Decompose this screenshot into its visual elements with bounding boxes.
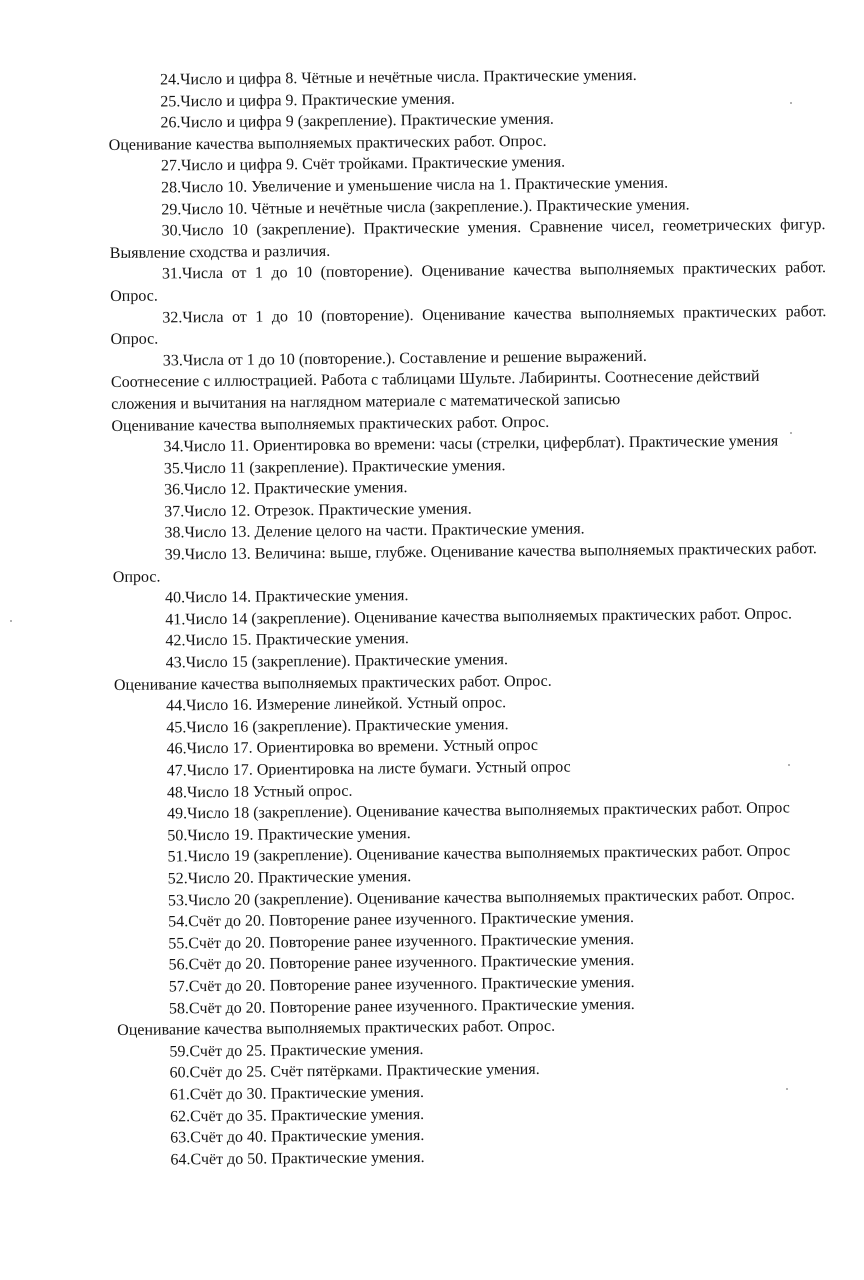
list-item: 42.Число 15. Практические умения. — [165, 630, 409, 650]
list-item: Оценивание качества выполняемых практических работ. Опрос. — [117, 1017, 556, 1040]
list-item: 59.Счёт до 25. Практические умения. — [169, 1040, 424, 1061]
list-item: 34.Число 11. Ориентировка во времени: часы (стрелки, циферблат). Практические умения — [163, 432, 779, 456]
list-item: 58.Счёт до 20. Повторение ранее изученного. Практические умения. — [168, 995, 635, 1017]
list-item: 52.Число 20. Практические умения. — [167, 868, 412, 888]
list-item: Оценивание качества выполняемых практических работ. Опрос. — [113, 672, 552, 694]
scan-speck — [788, 764, 790, 766]
list-item: 37.Число 12. Отрезок. Практические умения. — [164, 500, 472, 521]
list-item: 31.Числа от 1 до 10 (повторение). Оценивание качества выполняемых практических работ. Опрос. — [110, 259, 827, 305]
scan-speck — [786, 1088, 788, 1090]
list-item: 54.Счёт до 20. Повторение ранее изученного. Практические умения. — [168, 909, 635, 931]
list-item: 27.Число и цифра 9. Счёт тройками. Практические умения. — [160, 153, 566, 175]
list-item: 49.Число 18 (закрепление). Оценивание качества выполняемых практических работ. Опрос — [167, 799, 790, 823]
list-item: 26.Число и цифра 9 (закрепление). Практические умения. — [160, 110, 554, 132]
list-item: 47.Число 17. Ориентировка на листе бумаги. Устный опрос — [166, 758, 571, 780]
scan-speck — [790, 102, 792, 104]
list-item: 62.Счёт до 35. Практические умения. — [169, 1105, 425, 1125]
list-item: 45.Число 16 (закрепление). Практические умения. — [166, 715, 509, 737]
list-item: 33.Числа от 1 до 10 (повторение.). Составление и решение выражений. — [162, 347, 647, 370]
list-item: 56.Счёт до 20. Повторение ранее изученного. Практические умения. — [168, 952, 635, 974]
list-item: Соотнесение с иллюстрацией. Работа с таблицами Шульте. Лабиринты. Соотнесение действий сложения и вычитания на наглядном материале с математической записью — [110, 368, 760, 413]
list-item: Оценивание качества выполняемых практических работ. Опрос. — [108, 132, 547, 154]
list-item: 46.Число 17. Ориентировка во времени. Устный опрос — [166, 737, 539, 758]
list-item: 44.Число 16. Измерение линейкой. Устный опрос. — [166, 694, 507, 715]
list-item: 41.Число 14 (закрепление). Оценивание качества выполняемых практических работ. Опрос. — [165, 605, 793, 629]
list-item: 64.Счёт до 50. Практические умения. — [170, 1148, 425, 1169]
list-item: 40.Число 14. Практические умения. — [164, 587, 409, 607]
list-item: 39.Число 13. Величина: выше, глубже. Оценивание качества выполняемых практических работ. Опрос. — [112, 540, 817, 586]
list-item: 32.Числа от 1 до 10 (повторение). Оценивание качества выполняемых практических работ. Опрос. — [110, 302, 827, 349]
list-item: 63.Счёт до 40. Практические умения. — [170, 1127, 425, 1147]
list-item: 48.Число 18 Устный опрос. — [166, 782, 353, 802]
list-item: 25.Число и цифра 9. Практические умения. — [160, 90, 455, 111]
list-item: 60.Счёт до 25. Счёт пятёрками. Практические умения. — [169, 1061, 540, 1082]
list-item: 61.Счёт до 30. Практические умения. — [169, 1083, 425, 1104]
list-item: 36.Число 12. Практические умения. — [163, 479, 408, 499]
list-item: Оценивание качества выполняемых практических работ. Опрос. — [111, 413, 550, 435]
list-item: 29.Число 10. Чётные и нечётные числа (закрепление.). Практические умения. — [161, 195, 690, 219]
list-item: 28.Число 10. Увеличение и уменьшение числа на 1. Практические умения. — [161, 174, 669, 197]
list-item: 43.Число 15 (закрепление). Практические умения. — [165, 651, 508, 672]
list-item: 57.Счёт до 20. Повторение ранее изученного. Практические умения. — [168, 973, 635, 996]
scan-speck — [10, 620, 12, 622]
lesson-list — [108, 63, 835, 1171]
list-item: 50.Число 19. Практические умения. — [167, 824, 411, 845]
list-item: 30.Число 10 (закрепление). Практические умения. Сравнение чисел, геометрических фигур. Выявление сходства и различия. — [109, 216, 826, 262]
list-item: 38.Число 13. Деление целого на части. Практические умения. — [164, 520, 585, 542]
list-item: 24.Число и цифра 8. Чётные и нечётные числа. Практические умения. — [160, 66, 637, 89]
list-item: 53.Число 20 (закрепление). Оценивание качества выполняемых практических работ. Опрос. — [167, 886, 795, 910]
list-item: 55.Счёт до 20. Повторение ранее изученного. Практические умения. — [168, 930, 635, 953]
scan-speck — [790, 432, 792, 434]
list-item: 51.Число 19 (закрепление). Оценивание качества выполняемых практических работ. Опрос — [167, 842, 791, 866]
list-item: 35.Число 11 (закрепление). Практические умения. — [163, 456, 506, 478]
